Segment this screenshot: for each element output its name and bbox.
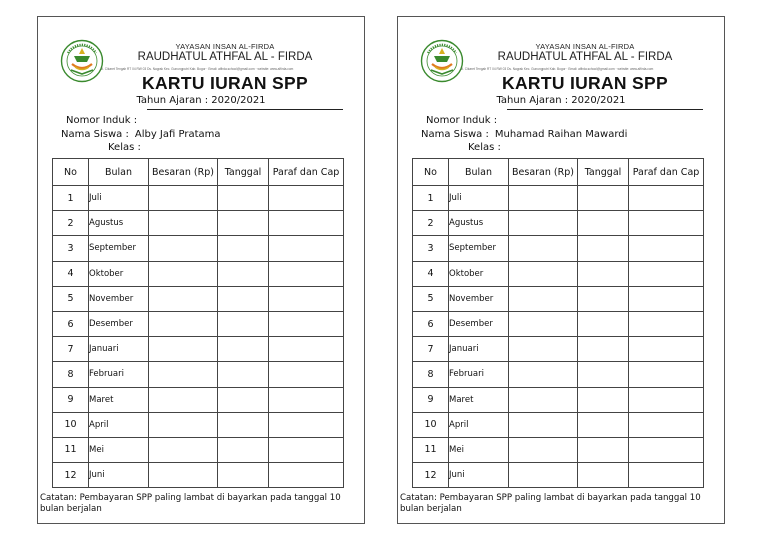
amount-cell[interactable] bbox=[149, 437, 218, 462]
row-number: 8 bbox=[53, 362, 89, 387]
row-number: 7 bbox=[413, 337, 449, 362]
column-header: Paraf dan Cap bbox=[269, 159, 344, 186]
row-number: 4 bbox=[53, 261, 89, 286]
foundation-name: YAYASAN INSAN AL-FIRDA bbox=[535, 42, 635, 51]
date-cell[interactable] bbox=[218, 437, 269, 462]
amount-cell[interactable] bbox=[149, 261, 218, 286]
column-header: Besaran (Rp) bbox=[509, 159, 578, 186]
row-number: 12 bbox=[53, 463, 89, 488]
table-row bbox=[53, 261, 344, 286]
column-header: Tanggal bbox=[578, 159, 629, 186]
signature-cell[interactable] bbox=[629, 286, 704, 311]
amount-cell[interactable] bbox=[149, 311, 218, 336]
school-emblem-icon bbox=[420, 39, 464, 83]
signature-cell[interactable] bbox=[269, 261, 344, 286]
signature-cell[interactable] bbox=[269, 362, 344, 387]
spp-card-1 bbox=[37, 16, 365, 524]
table-row bbox=[413, 186, 704, 211]
student-class-label: Kelas : bbox=[468, 142, 501, 153]
signature-cell[interactable] bbox=[629, 236, 704, 261]
signature-cell[interactable] bbox=[629, 261, 704, 286]
student-class-line bbox=[108, 142, 147, 153]
student-class-label: Kelas : bbox=[108, 142, 141, 153]
school-address: Jl. Cikaret Tengah RT 04 RW 03 Ds. Nagrak Kec. Gunungputri Kab. Bogor · Email: alfirda.school@gmail.com · website: www.alfirda.com bbox=[100, 67, 294, 71]
row-number: 5 bbox=[53, 286, 89, 311]
table-body bbox=[413, 186, 704, 488]
header-divider bbox=[507, 109, 703, 110]
table-row bbox=[53, 311, 344, 336]
month-cell: Januari bbox=[449, 337, 509, 362]
month-cell: Desember bbox=[89, 311, 149, 336]
signature-cell[interactable] bbox=[269, 286, 344, 311]
signature-cell[interactable] bbox=[269, 236, 344, 261]
month-cell: Mei bbox=[89, 437, 149, 462]
date-cell[interactable] bbox=[578, 412, 629, 437]
academic-year: Tahun Ajaran : 2020/2021 bbox=[496, 95, 626, 106]
student-name-line bbox=[61, 129, 221, 140]
amount-cell[interactable] bbox=[509, 261, 578, 286]
date-cell[interactable] bbox=[218, 186, 269, 211]
amount-cell[interactable] bbox=[149, 236, 218, 261]
row-number: 2 bbox=[413, 211, 449, 236]
table-row bbox=[53, 286, 344, 311]
date-cell[interactable] bbox=[218, 261, 269, 286]
date-cell[interactable] bbox=[578, 362, 629, 387]
date-cell[interactable] bbox=[218, 337, 269, 362]
amount-cell[interactable] bbox=[509, 437, 578, 462]
amount-cell[interactable] bbox=[509, 311, 578, 336]
date-cell[interactable] bbox=[218, 236, 269, 261]
signature-cell[interactable] bbox=[629, 337, 704, 362]
row-number: 5 bbox=[413, 286, 449, 311]
month-cell: Oktober bbox=[89, 261, 149, 286]
signature-cell[interactable] bbox=[269, 211, 344, 236]
column-header: Bulan bbox=[89, 159, 149, 186]
payment-note: Catatan: Pembayaran SPP paling lambat di bayarkan pada tanggal 10 bulan berjalan bbox=[40, 493, 341, 514]
foundation-name: YAYASAN INSAN AL-FIRDA bbox=[175, 42, 275, 51]
student-number-label: Nomor Induk : bbox=[426, 115, 498, 126]
school-address: Jl. Cikaret Tengah RT 04 RW 03 Ds. Nagrak Kec. Gunungputri Kab. Bogor · Email: alfirda.school@gmail.com · website: www.alfirda.com bbox=[460, 67, 654, 71]
column-header: No bbox=[413, 159, 449, 186]
student-name-line bbox=[421, 129, 627, 140]
payment-table bbox=[52, 158, 344, 488]
table-row bbox=[53, 387, 344, 412]
signature-cell[interactable] bbox=[269, 463, 344, 488]
amount-cell[interactable] bbox=[149, 362, 218, 387]
table-row bbox=[413, 437, 704, 462]
month-cell: September bbox=[449, 236, 509, 261]
date-cell[interactable] bbox=[218, 412, 269, 437]
month-cell: Februari bbox=[89, 362, 149, 387]
month-cell: Mei bbox=[449, 437, 509, 462]
month-cell: Juni bbox=[449, 463, 509, 488]
table-row bbox=[413, 387, 704, 412]
amount-cell[interactable] bbox=[509, 463, 578, 488]
table-row bbox=[53, 236, 344, 261]
row-number: 10 bbox=[413, 412, 449, 437]
academic-year: Tahun Ajaran : 2020/2021 bbox=[136, 95, 266, 106]
date-cell[interactable] bbox=[218, 463, 269, 488]
row-number: 2 bbox=[53, 211, 89, 236]
header-divider bbox=[147, 109, 343, 110]
month-cell: Maret bbox=[449, 387, 509, 412]
row-number: 3 bbox=[53, 236, 89, 261]
amount-cell[interactable] bbox=[509, 186, 578, 211]
month-cell: Juni bbox=[89, 463, 149, 488]
amount-cell[interactable] bbox=[509, 362, 578, 387]
row-number: 9 bbox=[53, 387, 89, 412]
row-number: 8 bbox=[413, 362, 449, 387]
student-name-label: Nama Siswa : bbox=[421, 129, 489, 140]
date-cell[interactable] bbox=[578, 337, 629, 362]
student-class-line bbox=[468, 142, 507, 153]
table-row bbox=[53, 412, 344, 437]
spp-card-2 bbox=[397, 16, 725, 524]
student-number-line bbox=[426, 115, 503, 126]
date-cell[interactable] bbox=[578, 211, 629, 236]
month-cell: Oktober bbox=[449, 261, 509, 286]
month-cell: Agustus bbox=[449, 211, 509, 236]
row-number: 6 bbox=[413, 311, 449, 336]
amount-cell[interactable] bbox=[149, 387, 218, 412]
table-row bbox=[53, 211, 344, 236]
table-row bbox=[53, 463, 344, 488]
date-cell[interactable] bbox=[578, 286, 629, 311]
month-cell: November bbox=[89, 286, 149, 311]
table-row bbox=[413, 337, 704, 362]
table-row bbox=[413, 412, 704, 437]
date-cell[interactable] bbox=[578, 186, 629, 211]
student-number-label: Nomor Induk : bbox=[66, 115, 138, 126]
month-cell: Februari bbox=[449, 362, 509, 387]
date-cell[interactable] bbox=[218, 387, 269, 412]
date-cell[interactable] bbox=[578, 261, 629, 286]
amount-cell[interactable] bbox=[509, 412, 578, 437]
month-cell: November bbox=[449, 286, 509, 311]
amount-cell[interactable] bbox=[149, 186, 218, 211]
table-row bbox=[53, 186, 344, 211]
column-header: Bulan bbox=[449, 159, 509, 186]
signature-cell[interactable] bbox=[629, 387, 704, 412]
date-cell[interactable] bbox=[578, 236, 629, 261]
amount-cell[interactable] bbox=[149, 286, 218, 311]
signature-cell[interactable] bbox=[269, 337, 344, 362]
signature-cell[interactable] bbox=[269, 311, 344, 336]
amount-cell[interactable] bbox=[509, 387, 578, 412]
month-cell: Juli bbox=[449, 186, 509, 211]
signature-cell[interactable] bbox=[629, 186, 704, 211]
table-row bbox=[413, 261, 704, 286]
table-row bbox=[413, 286, 704, 311]
school-name: RAUDHATUL ATHFAL AL - FIRDA bbox=[497, 51, 673, 63]
column-header: No bbox=[53, 159, 89, 186]
date-cell[interactable] bbox=[578, 311, 629, 336]
row-number: 9 bbox=[413, 387, 449, 412]
month-cell: September bbox=[89, 236, 149, 261]
month-cell: Agustus bbox=[89, 211, 149, 236]
row-number: 1 bbox=[413, 186, 449, 211]
card-title: KARTU IURAN SPP bbox=[502, 73, 668, 93]
table-row bbox=[413, 236, 704, 261]
row-number: 11 bbox=[53, 437, 89, 462]
month-cell: Juli bbox=[89, 186, 149, 211]
signature-cell[interactable] bbox=[269, 437, 344, 462]
row-number: 1 bbox=[53, 186, 89, 211]
amount-cell[interactable] bbox=[509, 236, 578, 261]
school-emblem-icon bbox=[60, 39, 104, 83]
month-cell: Desember bbox=[449, 311, 509, 336]
table-header-row bbox=[53, 159, 344, 186]
date-cell[interactable] bbox=[218, 211, 269, 236]
signature-cell[interactable] bbox=[629, 211, 704, 236]
column-header: Paraf dan Cap bbox=[629, 159, 704, 186]
table-header-row bbox=[413, 159, 704, 186]
row-number: 7 bbox=[53, 337, 89, 362]
signature-cell[interactable] bbox=[629, 463, 704, 488]
signature-cell[interactable] bbox=[269, 186, 344, 211]
signature-cell[interactable] bbox=[629, 412, 704, 437]
row-number: 6 bbox=[53, 311, 89, 336]
date-cell[interactable] bbox=[218, 286, 269, 311]
amount-cell[interactable] bbox=[509, 211, 578, 236]
month-cell: April bbox=[89, 412, 149, 437]
amount-cell[interactable] bbox=[149, 337, 218, 362]
row-number: 12 bbox=[413, 463, 449, 488]
row-number: 3 bbox=[413, 236, 449, 261]
signature-cell[interactable] bbox=[269, 412, 344, 437]
date-cell[interactable] bbox=[578, 437, 629, 462]
row-number: 10 bbox=[53, 412, 89, 437]
payment-table bbox=[412, 158, 704, 488]
school-name: RAUDHATUL ATHFAL AL - FIRDA bbox=[137, 51, 313, 63]
date-cell[interactable] bbox=[578, 387, 629, 412]
column-header: Tanggal bbox=[218, 159, 269, 186]
month-cell: April bbox=[449, 412, 509, 437]
row-number: 11 bbox=[413, 437, 449, 462]
amount-cell[interactable] bbox=[149, 211, 218, 236]
table-row bbox=[53, 362, 344, 387]
amount-cell[interactable] bbox=[509, 286, 578, 311]
amount-cell[interactable] bbox=[509, 337, 578, 362]
table-body bbox=[53, 186, 344, 488]
table-row bbox=[413, 211, 704, 236]
column-header: Besaran (Rp) bbox=[149, 159, 218, 186]
date-cell[interactable] bbox=[578, 463, 629, 488]
student-number-line bbox=[66, 115, 143, 126]
card-title: KARTU IURAN SPP bbox=[142, 73, 308, 93]
amount-cell[interactable] bbox=[149, 412, 218, 437]
table-row bbox=[413, 463, 704, 488]
row-number: 4 bbox=[413, 261, 449, 286]
student-name-value: Alby Jafi Pratama bbox=[134, 129, 221, 140]
student-name-label: Nama Siswa : bbox=[61, 129, 129, 140]
signature-cell[interactable] bbox=[269, 387, 344, 412]
date-cell[interactable] bbox=[218, 311, 269, 336]
signature-cell[interactable] bbox=[629, 362, 704, 387]
month-cell: Januari bbox=[89, 337, 149, 362]
signature-cell[interactable] bbox=[629, 437, 704, 462]
signature-cell[interactable] bbox=[629, 311, 704, 336]
payment-note: Catatan: Pembayaran SPP paling lambat di bayarkan pada tanggal 10 bulan berjalan bbox=[400, 493, 701, 514]
table-row bbox=[53, 437, 344, 462]
table-row bbox=[413, 311, 704, 336]
month-cell: Maret bbox=[89, 387, 149, 412]
table-row bbox=[413, 362, 704, 387]
date-cell[interactable] bbox=[218, 362, 269, 387]
table-row bbox=[53, 337, 344, 362]
student-name-value: Muhamad Raihan Mawardi bbox=[494, 129, 628, 140]
amount-cell[interactable] bbox=[149, 463, 218, 488]
